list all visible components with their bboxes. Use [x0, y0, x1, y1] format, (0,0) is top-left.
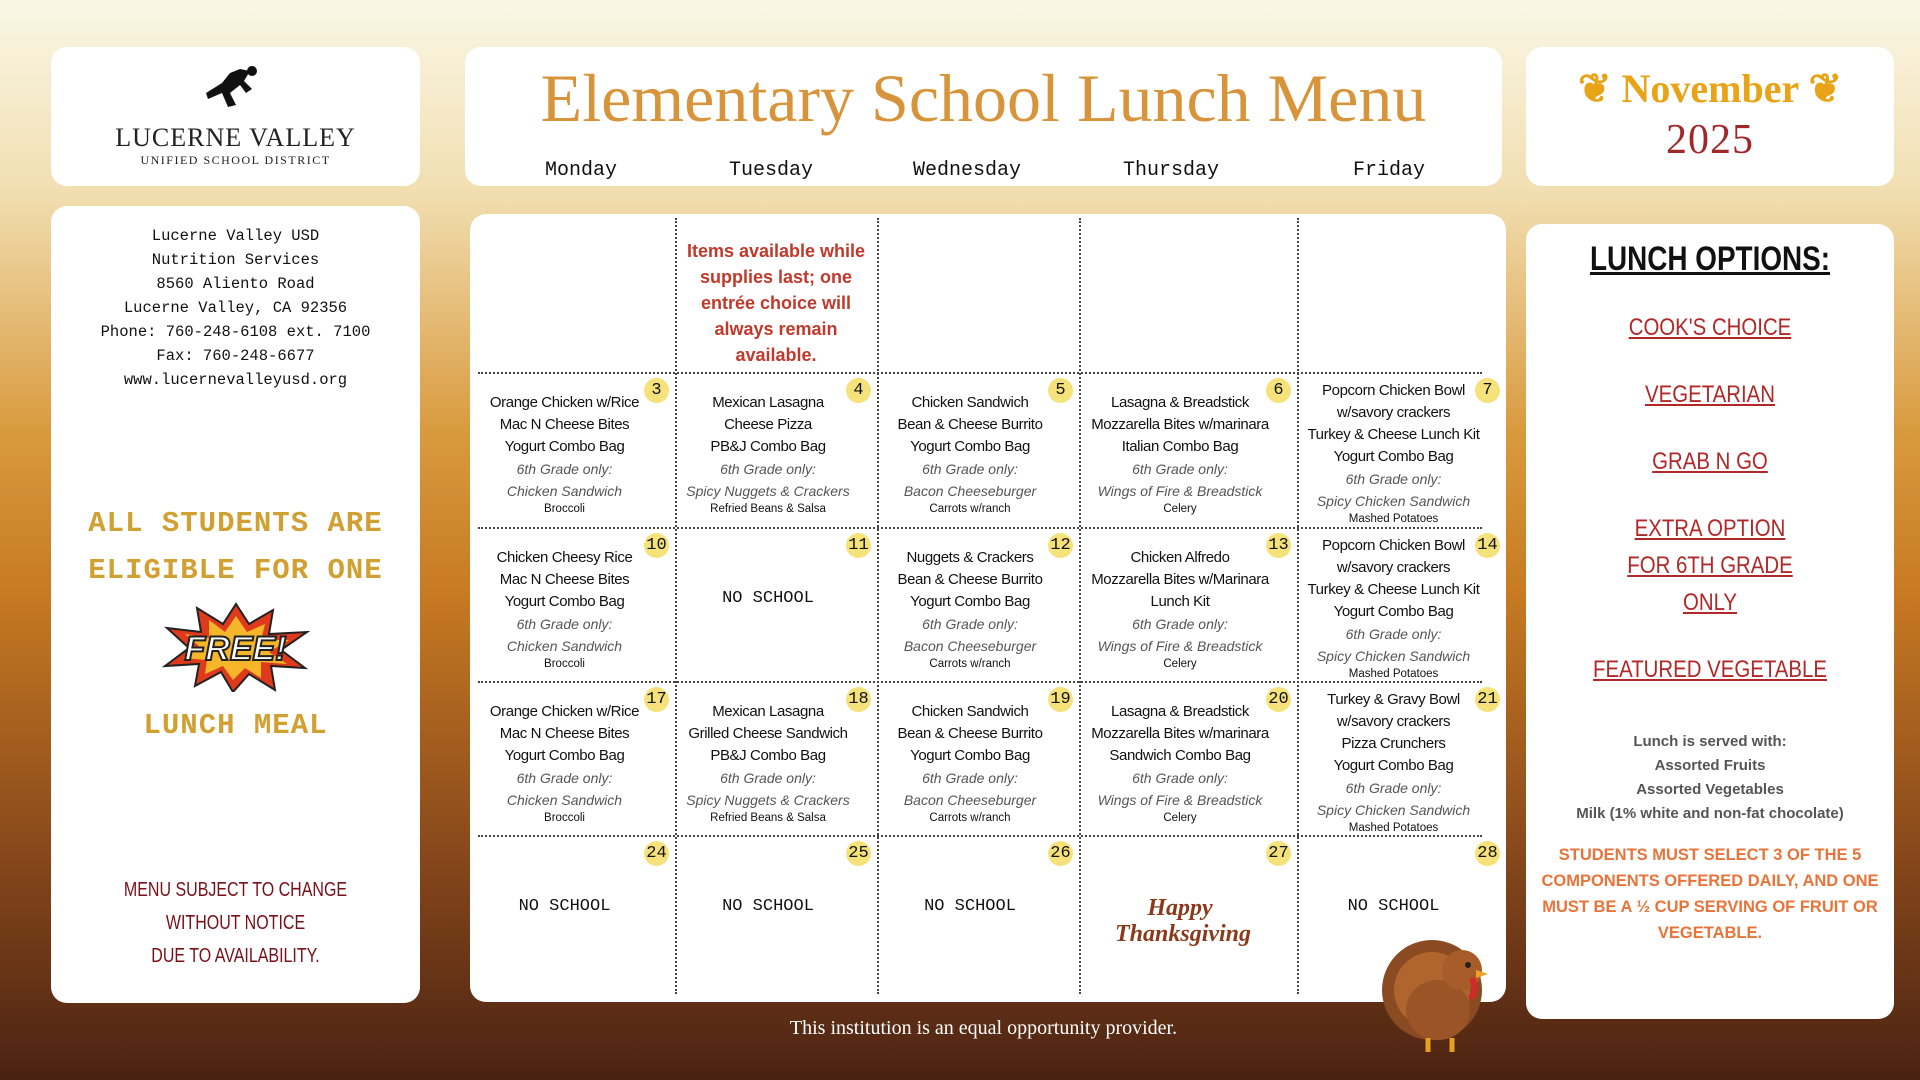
- calendar-grid: [470, 214, 1506, 1002]
- option-cooks-choice: COOK'S CHOICE: [1628, 314, 1792, 341]
- district-subtitle: UNIFIED SCHOOL DISTRICT: [140, 153, 331, 167]
- day-menu: [1297, 527, 1506, 681]
- date-badge: 3: [644, 378, 669, 403]
- date-badge: 27: [1266, 841, 1291, 866]
- served-line: Milk (1% white and non-fat chocolate): [1576, 805, 1844, 822]
- grade6-label: 6th Grade only:: [1345, 471, 1442, 487]
- day-menu: [1297, 681, 1506, 835]
- date-badge: 26: [1048, 841, 1073, 866]
- grade6-item: Wings of Fire & Breadstick: [1097, 792, 1263, 808]
- calendar-day-27: [1079, 835, 1297, 1002]
- leaf-icon: ❦: [1798, 66, 1843, 111]
- menu-item: Lasagna & Breadstick: [1111, 703, 1249, 720]
- calendar-day-7: [1297, 372, 1506, 527]
- calendar-day-14: [1297, 527, 1506, 681]
- date-badge: 24: [644, 841, 669, 866]
- grade6-item: Bacon Cheeseburger: [903, 638, 1037, 654]
- featured-vegetable: Celery: [1163, 812, 1197, 824]
- eligibility-line: ELIGIBLE FOR ONE: [88, 554, 383, 587]
- served-line: Assorted Vegetables: [1636, 781, 1784, 798]
- menu-item: Popcorn Chicken Bowl: [1322, 382, 1465, 399]
- day-menu: [1079, 681, 1297, 825]
- option-6th-grade: EXTRA OPTION FOR 6TH GRADE ONLY: [1627, 515, 1793, 616]
- no-school-label: NO SCHOOL: [1347, 897, 1440, 916]
- calendar-day-6: [1079, 372, 1297, 527]
- date-badge: 18: [846, 687, 871, 712]
- grade6-item: Spicy Chicken Sandwich: [1316, 648, 1471, 664]
- fax: Fax: 760-248-6677: [156, 347, 315, 365]
- featured-vegetable: Carrots w/ranch: [929, 658, 1011, 670]
- day-menu: [1079, 835, 1297, 947]
- date-badge: 13: [1266, 533, 1291, 558]
- free-text: FREE!: [184, 630, 287, 668]
- menu-item: Mexican Lasagna: [712, 703, 824, 720]
- menu-item: Chicken Sandwich: [911, 703, 1029, 720]
- grade6-item: Spicy Nuggets & Crackers: [686, 792, 850, 808]
- option-grab-n-go: GRAB N GO: [1652, 448, 1768, 475]
- phone: Phone: 760-248-6108 ext. 7100: [100, 323, 371, 341]
- menu-item: Bean & Cheese Burrito: [897, 416, 1043, 433]
- address-line: Lucerne Valley USD: [151, 227, 320, 245]
- turkey-icon: [1372, 920, 1512, 1060]
- menu-item: Yogurt Combo Bag: [1333, 448, 1454, 465]
- grade6-label: 6th Grade only:: [922, 770, 1018, 786]
- year-label: 2025: [1666, 117, 1754, 163]
- menu-item: Cheese Pizza: [724, 416, 812, 433]
- featured-vegetable: Broccoli: [544, 503, 585, 515]
- grade6-item: Bacon Cheeseburger: [903, 792, 1037, 808]
- footer-text: This institution is an equal opportunity provider.: [789, 1017, 1178, 1039]
- lunch-options-title: LUNCH OPTIONS:: [1589, 240, 1831, 278]
- served-with: [1526, 730, 1894, 826]
- date-badge: 20: [1266, 687, 1291, 712]
- address-line: Lucerne Valley, CA 92356: [123, 299, 348, 317]
- grade6-label: 6th Grade only:: [516, 770, 613, 786]
- month-label: [1526, 65, 1894, 112]
- menu-item: Mozzarella Bites w/marinara: [1091, 416, 1269, 433]
- menu-item: Turkey & Cheese Lunch Kit: [1307, 581, 1480, 598]
- menu-item: Lunch Kit: [1150, 593, 1210, 610]
- menu-item: Pizza Crunchers: [1341, 735, 1446, 752]
- served-line: Assorted Fruits: [1654, 757, 1766, 774]
- grade6-item: Chicken Sandwich: [506, 792, 623, 808]
- grade6-label: 6th Grade only:: [1132, 461, 1228, 477]
- grade6-item: Chicken Sandwich: [506, 638, 623, 654]
- menu-item: Turkey & Gravy Bowl: [1327, 691, 1460, 708]
- calendar-day-26: [877, 835, 1079, 1002]
- featured-vegetable: Mashed Potatoes: [1348, 668, 1439, 680]
- notice-line: DUE TO AVAILABILITY.: [151, 945, 320, 967]
- menu-item: Yogurt Combo Bag: [910, 747, 1030, 764]
- menu-item: Popcorn Chicken Bowl: [1322, 537, 1465, 554]
- availability-warning: Items available while supplies last; one entrée choice will always remain available.: [686, 241, 866, 365]
- lunch-meal-text: LUNCH MEAL: [143, 709, 328, 742]
- district-name: LUCERNE VALLEY: [115, 123, 356, 152]
- menu-item: Sandwich Combo Bag: [1109, 747, 1251, 764]
- featured-vegetable: Refried Beans & Salsa: [710, 812, 826, 824]
- no-school-label: NO SCHOOL: [518, 897, 611, 916]
- menu-item: PB&J Combo Bag: [710, 747, 826, 764]
- day-header-thursday: Thursday: [1123, 159, 1220, 182]
- grade6-label: 6th Grade only:: [516, 616, 613, 632]
- address-line: Nutrition Services: [151, 251, 320, 269]
- menu-item: Nuggets & Crackers: [906, 549, 1034, 566]
- day-header-tuesday: Tuesday: [729, 159, 814, 182]
- menu-item: Yogurt Combo Bag: [1333, 757, 1454, 774]
- grade6-item: Wings of Fire & Breadstick: [1097, 483, 1263, 499]
- menu-item: Yogurt Combo Bag: [504, 747, 625, 764]
- calendar-day-21: [1297, 681, 1506, 835]
- no-school-label: NO SCHOOL: [924, 897, 1016, 916]
- menu-item: Yogurt Combo Bag: [1333, 603, 1454, 620]
- date-badge: 7: [1475, 378, 1500, 403]
- calendar-day-13: [1079, 527, 1297, 681]
- featured-vegetable: Mashed Potatoes: [1348, 822, 1439, 834]
- date-badge: 4: [846, 378, 871, 403]
- free-burst-badge: [161, 602, 311, 692]
- notice-line: MENU SUBJECT TO CHANGE: [123, 879, 348, 901]
- calendar-day-24: [470, 835, 675, 1002]
- menu-item: Mac N Cheese Bites: [499, 571, 630, 588]
- menu-item: Mexican Lasagna: [712, 394, 824, 411]
- date-badge: 19: [1048, 687, 1073, 712]
- eligibility-line: ALL STUDENTS ARE: [88, 507, 383, 540]
- menu-item: Yogurt Combo Bag: [910, 438, 1030, 455]
- menu-item: Orange Chicken w/Rice: [489, 703, 640, 720]
- calendar-day-18: [675, 681, 877, 835]
- no-school-label: NO SCHOOL: [722, 897, 814, 916]
- grade6-label: 6th Grade only:: [720, 770, 816, 786]
- date-badge: 17: [644, 687, 669, 712]
- day-menu: [1297, 372, 1506, 526]
- title-card: [465, 47, 1502, 186]
- date-badge: 12: [1048, 533, 1073, 558]
- grade6-label: 6th Grade only:: [720, 461, 816, 477]
- menu-item: Mozzarella Bites w/Marinara: [1091, 571, 1269, 588]
- date-badge: 6: [1266, 378, 1291, 403]
- date-badge: 14: [1475, 533, 1500, 558]
- grade6-item: Spicy Nuggets & Crackers: [686, 483, 850, 499]
- menu-item: Turkey & Cheese Lunch Kit: [1307, 426, 1480, 443]
- grade6-label: 6th Grade only:: [516, 461, 613, 477]
- menu-item: Yogurt Combo Bag: [504, 593, 625, 610]
- menu-item: Bean & Cheese Burrito: [897, 725, 1043, 742]
- menu-item: Lasagna & Breadstick: [1111, 394, 1249, 411]
- featured-vegetable: Carrots w/ranch: [929, 503, 1011, 515]
- runner-logo-icon: [196, 65, 276, 121]
- day-header-wednesday: Wednesday: [913, 159, 1022, 182]
- date-badge: 25: [846, 841, 871, 866]
- menu-item: Chicken Sandwich: [911, 394, 1029, 411]
- day-menu: [1297, 835, 1506, 916]
- calendar-day-11: [675, 527, 877, 681]
- menu-item: Mac N Cheese Bites: [499, 416, 630, 433]
- grade6-label: 6th Grade only:: [1132, 770, 1228, 786]
- calendar-day-25: [675, 835, 877, 1002]
- grade6-item: Spicy Chicken Sandwich: [1316, 493, 1471, 509]
- menu-item: Yogurt Combo Bag: [910, 593, 1030, 610]
- day-menu: [1079, 372, 1297, 516]
- menu-item: Mozzarella Bites w/marinara: [1091, 725, 1269, 742]
- featured-vegetable: Mashed Potatoes: [1348, 513, 1439, 525]
- menu-item: Chicken Alfredo: [1130, 549, 1230, 566]
- served-line: Lunch is served with:: [1633, 733, 1787, 750]
- menu-item: Bean & Cheese Burrito: [897, 571, 1043, 588]
- calendar-day-4: [675, 372, 877, 527]
- date-badge: 5: [1048, 378, 1073, 403]
- menu-item: Italian Combo Bag: [1121, 438, 1239, 455]
- lunch-options-card: [1526, 224, 1894, 1019]
- contact-address: [51, 224, 420, 392]
- featured-vegetable: Celery: [1163, 503, 1197, 515]
- grade6-label: 6th Grade only:: [922, 616, 1018, 632]
- info-card: [51, 206, 420, 1003]
- leaf-icon: ❦: [1577, 66, 1622, 111]
- calendar-day-12: [877, 527, 1079, 681]
- page-title: Elementary School Lunch Menu: [540, 60, 1427, 136]
- menu-item: w/savory crackers: [1336, 713, 1451, 730]
- menu-notice: [88, 874, 383, 973]
- option-vegetarian: VEGETARIAN: [1645, 381, 1775, 408]
- date-badge: 10: [644, 533, 669, 558]
- calendar-day-19: [877, 681, 1079, 835]
- menu-item: Grilled Cheese Sandwich: [688, 725, 848, 742]
- grade6-label: 6th Grade only:: [922, 461, 1018, 477]
- address-line: 8560 Aliento Road: [156, 275, 315, 293]
- grade6-label: 6th Grade only:: [1132, 616, 1228, 632]
- calendar-day-17: [470, 681, 675, 835]
- featured-vegetable: Celery: [1163, 658, 1197, 670]
- grade6-label: 6th Grade only:: [1345, 780, 1442, 796]
- grade6-item: Bacon Cheeseburger: [903, 483, 1037, 499]
- grade6-label: 6th Grade only:: [1345, 626, 1442, 642]
- featured-vegetable: Broccoli: [544, 658, 585, 670]
- thanksgiving-graphic: Happy Thanksgiving: [1115, 895, 1252, 947]
- date-badge: 21: [1475, 687, 1500, 712]
- menu-item: Yogurt Combo Bag: [504, 438, 625, 455]
- calendar-day-3: [470, 372, 675, 527]
- menu-item: w/savory crackers: [1336, 559, 1451, 576]
- date-badge: 11: [846, 533, 871, 558]
- menu-item: PB&J Combo Bag: [710, 438, 826, 455]
- month-card: [1526, 47, 1894, 186]
- eligibility-text: [51, 500, 420, 594]
- day-header-friday: Friday: [1353, 159, 1426, 182]
- featured-vegetable: Carrots w/ranch: [929, 812, 1011, 824]
- calendar-day-10: [470, 527, 675, 681]
- menu-item: Chicken Cheesy Rice: [496, 549, 633, 566]
- day-menu: [1079, 527, 1297, 671]
- grade6-item: Wings of Fire & Breadstick: [1097, 638, 1263, 654]
- calendar-day-20: [1079, 681, 1297, 835]
- menu-item: Mac N Cheese Bites: [499, 725, 630, 742]
- month-name: November: [1621, 66, 1799, 111]
- featured-vegetable: Broccoli: [544, 812, 585, 824]
- day-header-monday: Monday: [545, 159, 618, 182]
- menu-item: w/savory crackers: [1336, 404, 1451, 421]
- selection-rule: STUDENTS MUST SELECT 3 OF THE 5 COMPONENTS OFFERED DAILY, AND ONE MUST BE A ½ CUP SERVING OF FRUIT OR VEGETABLE.: [1541, 846, 1879, 942]
- grade6-item: Spicy Chicken Sandwich: [1316, 802, 1471, 818]
- website-link[interactable]: www.lucernevalleyusd.org: [123, 371, 348, 389]
- menu-item: Orange Chicken w/Rice: [489, 394, 640, 411]
- featured-vegetable: Refried Beans & Salsa: [710, 503, 826, 515]
- calendar-day-5: [877, 372, 1079, 527]
- notice-line: WITHOUT NOTICE: [165, 912, 306, 934]
- district-logo-card: [51, 47, 420, 186]
- option-featured-vegetable: FEATURED VEGETABLE: [1593, 656, 1827, 683]
- grade6-item: Chicken Sandwich: [506, 483, 623, 499]
- no-school-label: NO SCHOOL: [722, 589, 814, 608]
- date-badge: 28: [1475, 841, 1500, 866]
